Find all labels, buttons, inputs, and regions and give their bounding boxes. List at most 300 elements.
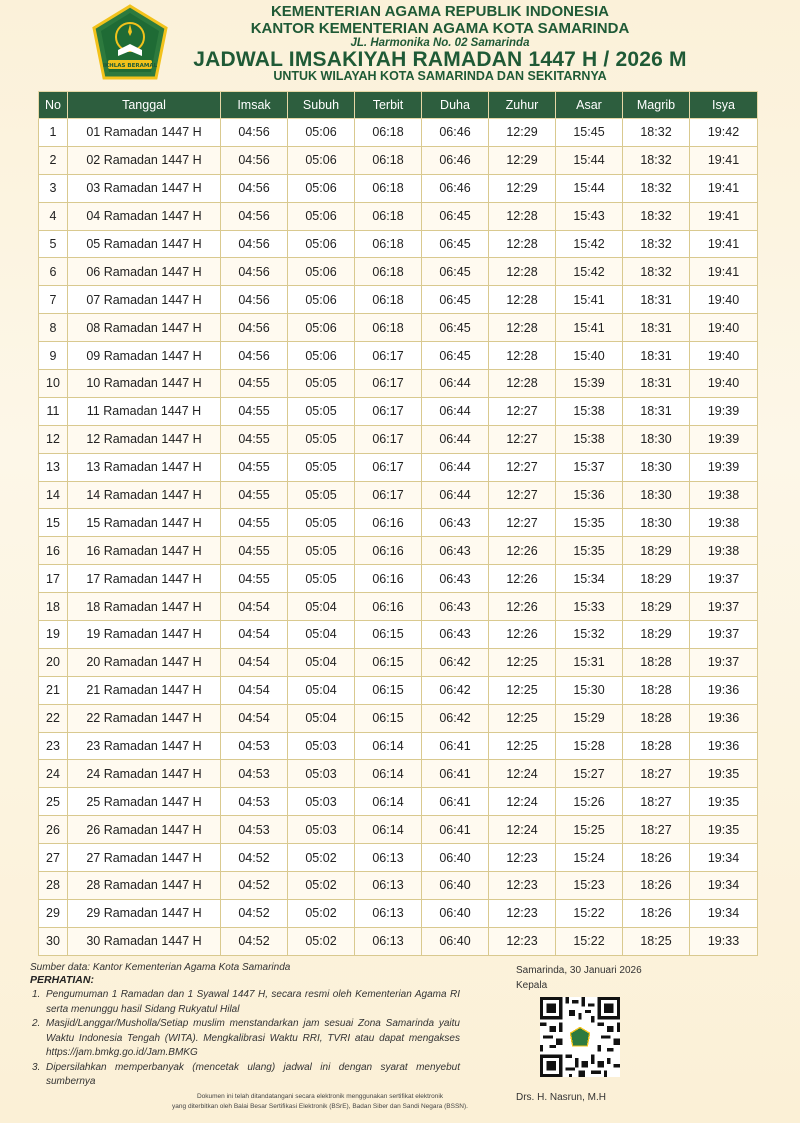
digital-note-line1: Dokumen ini telah ditandatangani secara elektronik menggunakan sertifikat elektronik [196, 1093, 444, 1100]
table-cell: 18:27 [623, 760, 690, 788]
table-cell: 19:34 [690, 899, 758, 927]
table-cell: 02 Ramadan 1447 H [68, 146, 221, 174]
column-header: Isya [690, 92, 758, 119]
table-cell: 06:16 [355, 537, 422, 565]
column-header: Terbit [355, 92, 422, 119]
table-cell: 24 [39, 760, 68, 788]
table-row [39, 621, 758, 649]
table-cell: 06:41 [422, 732, 489, 760]
table-row [39, 704, 758, 732]
table-cell: 15:43 [556, 202, 623, 230]
table-cell: 15:38 [556, 425, 623, 453]
table-cell: 12:28 [489, 202, 556, 230]
table-cell: 04:54 [221, 593, 288, 621]
signature-block [516, 965, 716, 991]
note-number: 1. [32, 989, 41, 1000]
table-cell: 06:13 [355, 872, 422, 900]
table-cell: 23 [39, 732, 68, 760]
document-title: JADWAL IMSAKIYAH RAMADAN 1447 H / 2026 M [193, 48, 687, 71]
table-cell: 06:18 [355, 314, 422, 342]
table-cell: 04 Ramadan 1447 H [68, 202, 221, 230]
table-row [39, 146, 758, 174]
table-cell: 15:32 [556, 621, 623, 649]
table-cell: 15:28 [556, 732, 623, 760]
table-cell: 04:55 [221, 509, 288, 537]
table-cell: 04:53 [221, 788, 288, 816]
table-cell: 12:26 [489, 565, 556, 593]
table-cell: 12:26 [489, 537, 556, 565]
table-cell: 15:39 [556, 370, 623, 398]
table-cell: 05:06 [288, 342, 355, 370]
table-cell: 04:54 [221, 648, 288, 676]
table-cell: 19:34 [690, 872, 758, 900]
table-cell: 18:26 [623, 872, 690, 900]
table-cell: 04:56 [221, 174, 288, 202]
table-cell: 18:31 [623, 397, 690, 425]
table-cell: 18:31 [623, 286, 690, 314]
digital-signature-note [130, 1092, 510, 1112]
table-cell: 18 Ramadan 1447 H [68, 593, 221, 621]
table-cell: 1 [39, 119, 68, 147]
table-cell: 12:27 [489, 481, 556, 509]
table-cell: 12:24 [489, 816, 556, 844]
table-cell: 06:15 [355, 676, 422, 704]
table-cell: 04:55 [221, 481, 288, 509]
table-cell: 06:45 [422, 202, 489, 230]
table-cell: 06:17 [355, 397, 422, 425]
column-header: Duha [422, 92, 489, 119]
table-cell: 06:42 [422, 676, 489, 704]
table-cell: 05:06 [288, 119, 355, 147]
column-header: Imsak [221, 92, 288, 119]
table-cell: 12:23 [489, 899, 556, 927]
table-cell: 06:15 [355, 648, 422, 676]
table-cell: 12:29 [489, 119, 556, 147]
column-header: No [39, 92, 68, 119]
table-cell: 26 Ramadan 1447 H [68, 816, 221, 844]
table-cell: 06 Ramadan 1447 H [68, 258, 221, 286]
table-cell: 04:52 [221, 872, 288, 900]
table-cell: 06:16 [355, 593, 422, 621]
table-cell: 19:41 [690, 146, 758, 174]
note-number: 3. [32, 1061, 41, 1073]
kemenag-logo-icon [90, 4, 170, 84]
table-cell: 05:02 [288, 899, 355, 927]
prayer-schedule-table [38, 91, 758, 956]
table-row [39, 844, 758, 872]
table-cell: 09 Ramadan 1447 H [68, 342, 221, 370]
table-cell: 04:54 [221, 704, 288, 732]
table-cell: 15:41 [556, 286, 623, 314]
table-cell: 15:24 [556, 844, 623, 872]
column-header: Subuh [288, 92, 355, 119]
table-cell: 6 [39, 258, 68, 286]
table-cell: 18:25 [623, 927, 690, 955]
table-cell: 18:32 [623, 146, 690, 174]
table-cell: 20 Ramadan 1447 H [68, 648, 221, 676]
table-row [39, 760, 758, 788]
table-cell: 18:30 [623, 509, 690, 537]
table-cell: 06:43 [422, 593, 489, 621]
table-cell: 19:35 [690, 816, 758, 844]
table-cell: 12:28 [489, 286, 556, 314]
table-cell: 06:40 [422, 844, 489, 872]
table-body [39, 119, 758, 956]
table-cell: 06:13 [355, 899, 422, 927]
table-row [39, 202, 758, 230]
table-cell: 12:24 [489, 760, 556, 788]
table-cell: 18:32 [623, 258, 690, 286]
table-cell: 06:40 [422, 899, 489, 927]
table-cell: 05:04 [288, 621, 355, 649]
table-cell: 10 Ramadan 1447 H [68, 370, 221, 398]
table-cell: 05:06 [288, 174, 355, 202]
table-cell: 19:35 [690, 788, 758, 816]
table-cell: 06:46 [422, 146, 489, 174]
table-row [39, 788, 758, 816]
table-cell: 06:17 [355, 481, 422, 509]
table-cell: 04:56 [221, 230, 288, 258]
column-header: Magrib [623, 92, 690, 119]
table-cell: 15:35 [556, 509, 623, 537]
table-cell: 16 [39, 537, 68, 565]
table-row [39, 286, 758, 314]
table-row [39, 593, 758, 621]
table-cell: 04:56 [221, 258, 288, 286]
table-cell: 06:17 [355, 453, 422, 481]
table-cell: 15:35 [556, 537, 623, 565]
table-cell: 21 Ramadan 1447 H [68, 676, 221, 704]
table-cell: 06:18 [355, 174, 422, 202]
table-cell: 26 [39, 816, 68, 844]
table-row [39, 732, 758, 760]
table-cell: 18:29 [623, 565, 690, 593]
table-cell: 18:28 [623, 648, 690, 676]
table-cell: 15:44 [556, 146, 623, 174]
table-cell: 04:52 [221, 844, 288, 872]
table-cell: 15:23 [556, 872, 623, 900]
table-row [39, 342, 758, 370]
table-cell: 25 Ramadan 1447 H [68, 788, 221, 816]
table-cell: 12:25 [489, 732, 556, 760]
table-row [39, 676, 758, 704]
note-number: 2. [32, 1018, 41, 1029]
table-cell: 06:44 [422, 453, 489, 481]
table-cell: 06:18 [355, 119, 422, 147]
column-header: Tanggal [68, 92, 221, 119]
table-cell: 19:36 [690, 732, 758, 760]
table-cell: 12:27 [489, 425, 556, 453]
table-cell: 19:40 [690, 314, 758, 342]
table-cell: 12:24 [489, 788, 556, 816]
table-cell: 04:54 [221, 676, 288, 704]
note-item [32, 1017, 460, 1061]
table-cell: 5 [39, 230, 68, 258]
table-cell: 22 Ramadan 1447 H [68, 704, 221, 732]
table-cell: 18:29 [623, 593, 690, 621]
table-header-row [39, 92, 758, 119]
table-cell: 12:28 [489, 314, 556, 342]
table-cell: 12:29 [489, 146, 556, 174]
table-cell: 18:27 [623, 816, 690, 844]
table-cell: 29 Ramadan 1447 H [68, 899, 221, 927]
table-cell: 15:31 [556, 648, 623, 676]
table-cell: 19:37 [690, 648, 758, 676]
table-cell: 18 [39, 593, 68, 621]
table-cell: 06:42 [422, 704, 489, 732]
table-cell: 05 Ramadan 1447 H [68, 230, 221, 258]
table-cell: 18:30 [623, 453, 690, 481]
table-cell: 04:53 [221, 760, 288, 788]
table-cell: 12:28 [489, 342, 556, 370]
table-cell: 06:14 [355, 760, 422, 788]
table-cell: 20 [39, 648, 68, 676]
table-cell: 19:39 [690, 397, 758, 425]
table-cell: 18:27 [623, 788, 690, 816]
table-row [39, 453, 758, 481]
table-cell: 12:23 [489, 927, 556, 955]
table-cell: 15:22 [556, 899, 623, 927]
table-cell: 29 [39, 899, 68, 927]
table-cell: 06:15 [355, 621, 422, 649]
table-cell: 28 Ramadan 1447 H [68, 872, 221, 900]
table-cell: 05:06 [288, 258, 355, 286]
table-cell: 15:29 [556, 704, 623, 732]
table-cell: 05:04 [288, 676, 355, 704]
table-cell: 06:18 [355, 286, 422, 314]
table-cell: 15:45 [556, 119, 623, 147]
table-cell: 12:28 [489, 230, 556, 258]
table-cell: 23 Ramadan 1447 H [68, 732, 221, 760]
table-cell: 15:37 [556, 453, 623, 481]
table-cell: 07 Ramadan 1447 H [68, 286, 221, 314]
table-cell: 05:06 [288, 286, 355, 314]
table-row [39, 397, 758, 425]
table-cell: 18:28 [623, 704, 690, 732]
table-cell: 12:28 [489, 370, 556, 398]
table-cell: 05:05 [288, 509, 355, 537]
table-cell: 05:02 [288, 872, 355, 900]
table-cell: 06:45 [422, 314, 489, 342]
office-name: KANTOR KEMENTERIAN AGAMA KOTA SAMARINDA [250, 20, 630, 37]
table-row [39, 119, 758, 147]
attention-heading: PERHATIAN: [30, 974, 94, 986]
table-cell: 06:45 [422, 342, 489, 370]
table-cell: 06:13 [355, 927, 422, 955]
table-cell: 05:02 [288, 927, 355, 955]
table-cell: 06:14 [355, 788, 422, 816]
table-cell: 12:23 [489, 844, 556, 872]
table-cell: 18:29 [623, 621, 690, 649]
column-header: Zuhur [489, 92, 556, 119]
table-cell: 15:25 [556, 816, 623, 844]
table-cell: 04:52 [221, 927, 288, 955]
table-cell: 15:34 [556, 565, 623, 593]
table-cell: 05:05 [288, 397, 355, 425]
table-cell: 04:56 [221, 342, 288, 370]
table-cell: 19:40 [690, 370, 758, 398]
table-cell: 05:04 [288, 704, 355, 732]
table-cell: 15:26 [556, 788, 623, 816]
table-cell: 06:41 [422, 816, 489, 844]
table-cell: 18:26 [623, 844, 690, 872]
table-cell: 15:42 [556, 230, 623, 258]
table-cell: 19:41 [690, 174, 758, 202]
table-cell: 06:41 [422, 788, 489, 816]
table-cell: 30 Ramadan 1447 H [68, 927, 221, 955]
table-cell: 06:40 [422, 872, 489, 900]
data-source: Sumber data: Kantor Kementerian Agama Kota Samarinda [30, 962, 291, 973]
table-cell: 15:38 [556, 397, 623, 425]
table-cell: 06:18 [355, 230, 422, 258]
table-cell: 19:41 [690, 202, 758, 230]
table-cell: 04:56 [221, 314, 288, 342]
table-cell: 15:41 [556, 314, 623, 342]
table-cell: 18:30 [623, 425, 690, 453]
table-cell: 12 Ramadan 1447 H [68, 425, 221, 453]
table-cell: 12 [39, 425, 68, 453]
table-cell: 18:30 [623, 481, 690, 509]
table-cell: 04:55 [221, 453, 288, 481]
column-header: Asar [556, 92, 623, 119]
table-cell: 06:18 [355, 202, 422, 230]
table-cell: 24 Ramadan 1447 H [68, 760, 221, 788]
table-cell: 19:38 [690, 509, 758, 537]
table-cell: 06:43 [422, 537, 489, 565]
table-cell: 06:18 [355, 258, 422, 286]
table-cell: 12:29 [489, 174, 556, 202]
table-cell: 12:26 [489, 593, 556, 621]
table-cell: 19:41 [690, 258, 758, 286]
table-row [39, 370, 758, 398]
table-row [39, 481, 758, 509]
place-date: Samarinda, 30 Januari 2026 [516, 965, 642, 976]
table-cell: 04:55 [221, 565, 288, 593]
table-cell: 13 [39, 453, 68, 481]
table-cell: 06:44 [422, 370, 489, 398]
table-cell: 11 [39, 397, 68, 425]
table-cell: 18:26 [623, 899, 690, 927]
table-cell: 05:03 [288, 788, 355, 816]
office-address: JL. Harmonika No. 02 Samarinda [350, 37, 530, 49]
table-cell: 18:32 [623, 174, 690, 202]
table-cell: 06:45 [422, 258, 489, 286]
table-cell: 15:27 [556, 760, 623, 788]
signer-name: Drs. H. Nasrun, M.H [516, 1092, 607, 1103]
table-cell: 18:31 [623, 370, 690, 398]
table-cell: 06:13 [355, 844, 422, 872]
table-cell: 05:06 [288, 314, 355, 342]
table-cell: 27 Ramadan 1447 H [68, 844, 221, 872]
table-cell: 14 Ramadan 1447 H [68, 481, 221, 509]
table-cell: 04:56 [221, 202, 288, 230]
table-cell: 28 [39, 872, 68, 900]
table-cell: 06:44 [422, 425, 489, 453]
table-cell: 9 [39, 342, 68, 370]
table-cell: 19:40 [690, 342, 758, 370]
table-row [39, 816, 758, 844]
table-cell: 17 Ramadan 1447 H [68, 565, 221, 593]
table-cell: 05:02 [288, 844, 355, 872]
table-cell: 04:54 [221, 621, 288, 649]
table-cell: 7 [39, 286, 68, 314]
table-cell: 16 Ramadan 1447 H [68, 537, 221, 565]
table-cell: 12:27 [489, 453, 556, 481]
table-cell: 15:36 [556, 481, 623, 509]
table-cell: 15 Ramadan 1447 H [68, 509, 221, 537]
table-cell: 06:41 [422, 760, 489, 788]
table-cell: 06:17 [355, 370, 422, 398]
table-cell: 17 [39, 565, 68, 593]
table-row [39, 258, 758, 286]
signer-position: Kepala [516, 980, 548, 991]
table-cell: 18:31 [623, 314, 690, 342]
table-cell: 15:44 [556, 174, 623, 202]
table-cell: 05:03 [288, 760, 355, 788]
table-cell: 12:23 [489, 872, 556, 900]
table-cell: 21 [39, 676, 68, 704]
table-cell: 06:45 [422, 286, 489, 314]
table-cell: 05:06 [288, 146, 355, 174]
table-cell: 19:33 [690, 927, 758, 955]
table-cell: 19:37 [690, 621, 758, 649]
table-cell: 05:04 [288, 648, 355, 676]
table-cell: 05:03 [288, 732, 355, 760]
table-cell: 30 [39, 927, 68, 955]
table-row [39, 314, 758, 342]
table-cell: 06:44 [422, 481, 489, 509]
table-cell: 05:05 [288, 425, 355, 453]
table-cell: 06:15 [355, 704, 422, 732]
table-row [39, 927, 758, 955]
footer-notes [30, 962, 460, 1090]
table-cell: 22 [39, 704, 68, 732]
table-cell: 19:39 [690, 453, 758, 481]
table-row [39, 425, 758, 453]
table-cell: 14 [39, 481, 68, 509]
table-cell: 18:28 [623, 676, 690, 704]
table-row [39, 565, 758, 593]
table-cell: 19:36 [690, 676, 758, 704]
table-cell: 2 [39, 146, 68, 174]
table-cell: 04:56 [221, 146, 288, 174]
table-cell: 12:25 [489, 648, 556, 676]
table-cell: 19:40 [690, 286, 758, 314]
table-cell: 04:53 [221, 816, 288, 844]
table-cell: 12:27 [489, 509, 556, 537]
table-cell: 19 [39, 621, 68, 649]
table-row [39, 872, 758, 900]
notes-list [30, 988, 460, 1090]
table-cell: 06:17 [355, 342, 422, 370]
table-cell: 19:34 [690, 844, 758, 872]
table-cell: 19 Ramadan 1447 H [68, 621, 221, 649]
table-cell: 19:37 [690, 565, 758, 593]
table-cell: 15:40 [556, 342, 623, 370]
table-cell: 15:42 [556, 258, 623, 286]
table-cell: 06:42 [422, 648, 489, 676]
table-cell: 8 [39, 314, 68, 342]
table-cell: 18:32 [623, 230, 690, 258]
table-cell: 19:38 [690, 537, 758, 565]
digital-note-line2: yang diterbitkan oleh Balai Besar Sertifikasi Elektronik (BSrE), Badan Siber dan Sandi Negara (BSSN). [172, 1103, 468, 1110]
table-cell: 19:35 [690, 760, 758, 788]
table-cell: 05:06 [288, 230, 355, 258]
table-cell: 06:18 [355, 146, 422, 174]
table-cell: 13 Ramadan 1447 H [68, 453, 221, 481]
table-cell: 18:29 [623, 537, 690, 565]
table-cell: 18:28 [623, 732, 690, 760]
